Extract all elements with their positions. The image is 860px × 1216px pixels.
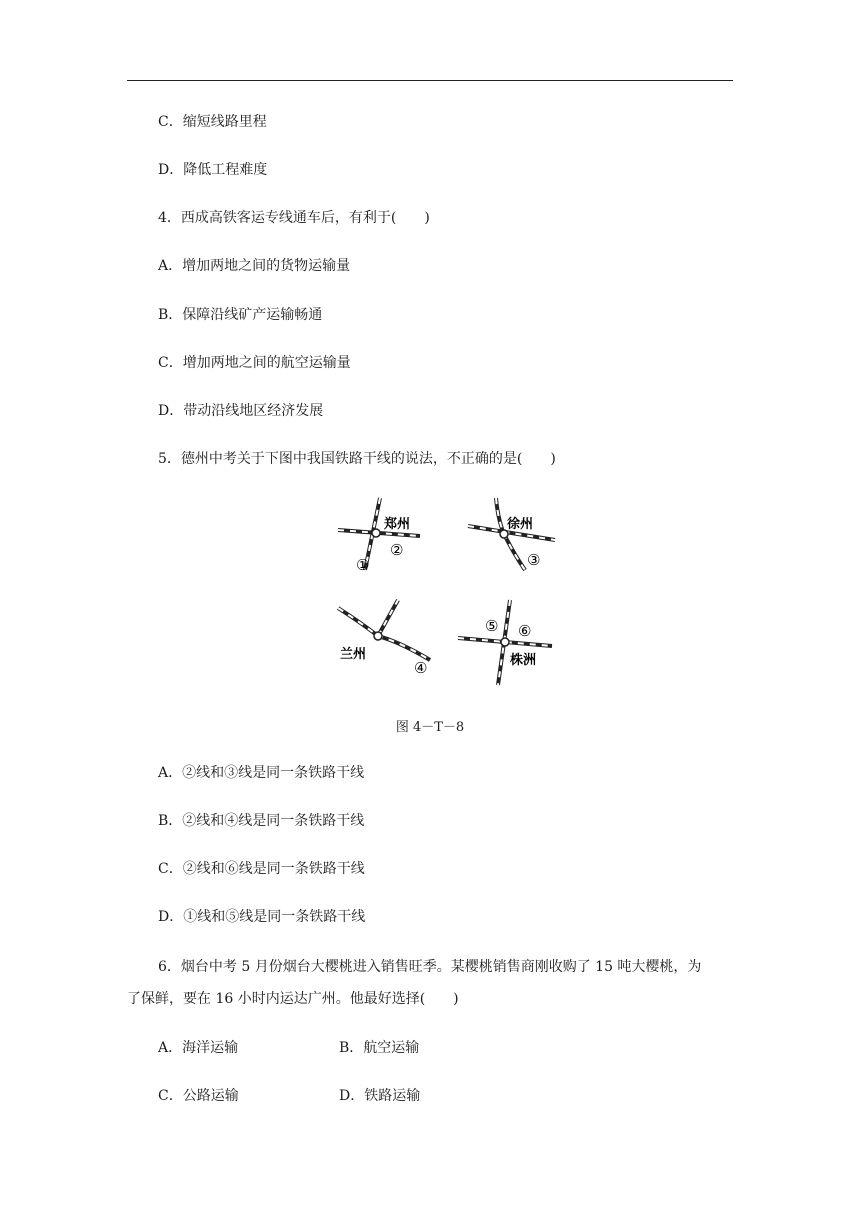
q6-option-d: D．铁路运输 xyxy=(339,1088,421,1104)
header-rule xyxy=(127,80,733,81)
label-line-1: ① xyxy=(356,556,370,574)
q4-option-d: D．带动沿线地区经济发展 xyxy=(158,403,324,419)
railway-junction-figure xyxy=(330,490,560,690)
label-line-2: ② xyxy=(390,541,404,559)
label-line-5: ⑤ xyxy=(485,617,499,635)
xuzhou-junction xyxy=(468,498,555,570)
label-xuzhou: 徐州 xyxy=(507,517,534,532)
label-zhuzhou: 株洲 xyxy=(510,653,537,668)
q6-option-b: B．航空运输 xyxy=(339,1040,420,1056)
q6-option-c: C．公路运输 xyxy=(158,1088,239,1104)
lanzhou-junction xyxy=(338,600,430,677)
label-zhengzhou: 郑州 xyxy=(384,517,411,532)
zhengzhou-junction xyxy=(338,498,420,574)
label-line-6: ⑥ xyxy=(518,622,532,640)
q3-option-c: C．缩短线路里程 xyxy=(158,114,267,130)
q3-option-d: D．降低工程难度 xyxy=(158,162,268,178)
q4-option-b: B．保障沿线矿产运输畅通 xyxy=(158,307,323,323)
label-line-3: ③ xyxy=(527,551,541,569)
q5-option-a: A．②线和③线是同一条铁路干线 xyxy=(158,765,365,781)
q4-option-c: C．增加两地之间的航空运输量 xyxy=(158,355,351,371)
q5-option-d: D．①线和⑤线是同一条铁路干线 xyxy=(158,909,366,925)
q6-stem-line1: 6．烟台中考 5 月份烟台大樱桃进入销售旺季。某樱桃销售商刚收购了 15 吨大樱桃，为 xyxy=(158,959,702,975)
q5-option-b: B．②线和④线是同一条铁路干线 xyxy=(158,813,365,829)
q4-option-a: A．增加两地之间的货物运输量 xyxy=(158,258,351,274)
q5-option-c: C．②线和⑥线是同一条铁路干线 xyxy=(158,861,365,877)
q5-stem: 5．德州中考关于下图中我国铁路干线的说法，不正确的是( ) xyxy=(158,451,556,467)
figure-caption: 图 4－T－8 xyxy=(395,720,465,735)
zhuzhou-junction xyxy=(458,600,552,685)
q6-stem-line2: 了保鲜，要在 16 小时内运达广州。他最好选择( ) xyxy=(127,991,459,1007)
label-lanzhou: 兰州 xyxy=(340,647,367,662)
q4-stem: 4．西成高铁客运专线通车后，有利于( ) xyxy=(158,210,430,226)
label-line-4: ④ xyxy=(414,659,428,677)
q6-option-a: A．海洋运输 xyxy=(158,1040,239,1056)
